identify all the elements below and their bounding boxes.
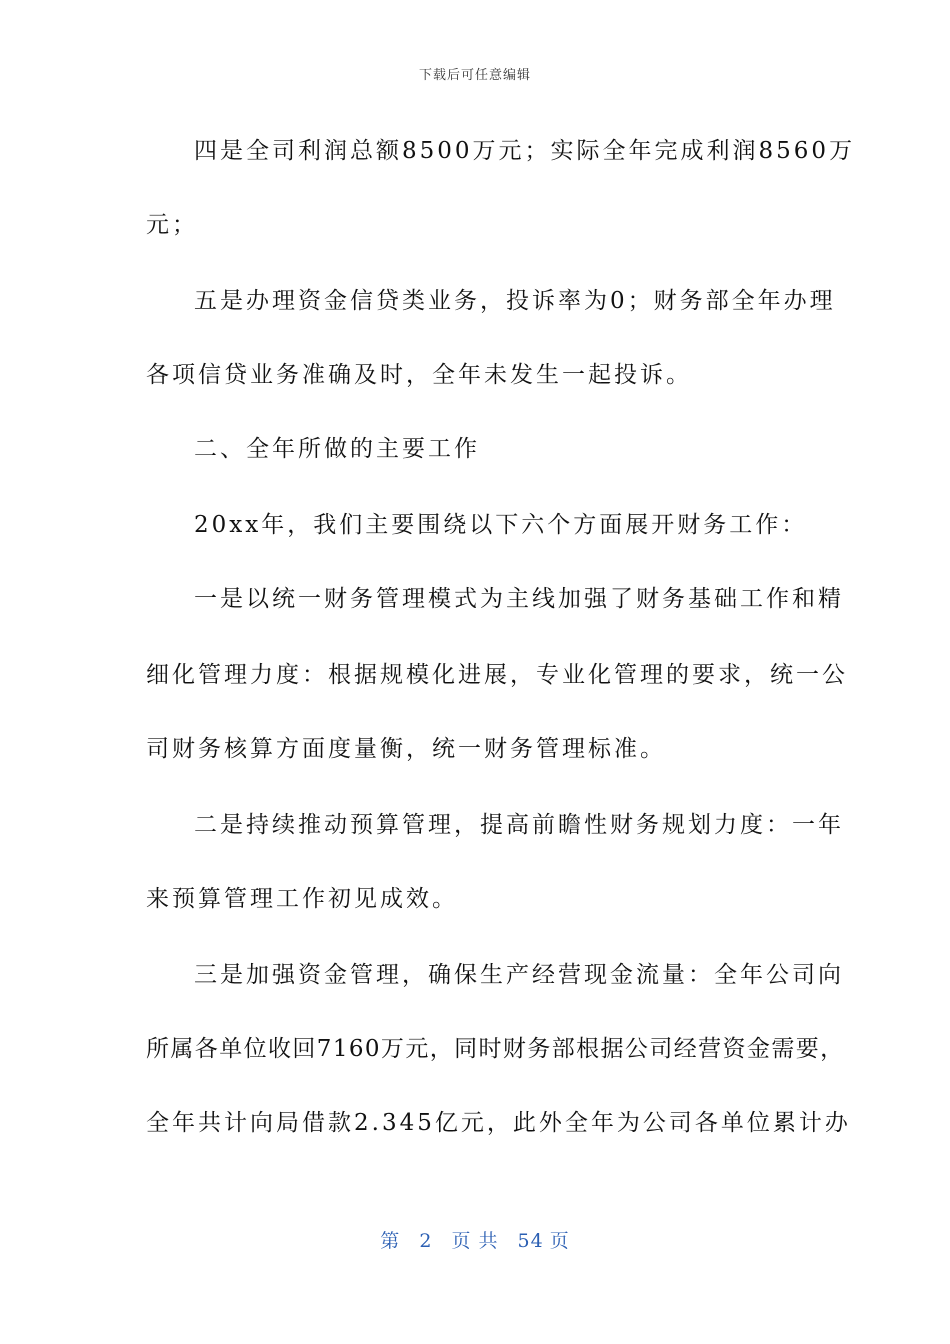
paragraph-line-3: 五是办理资金信贷类业务，投诉率为0；财务部全年办理 bbox=[194, 288, 836, 314]
paragraph-line-8: 细化管理力度：根据规模化进展，专业化管理的要求，统一公 bbox=[146, 662, 848, 688]
paragraph-line-2: 元； bbox=[146, 212, 198, 238]
page-header: 下载后可任意编辑 bbox=[418, 68, 531, 83]
paragraph-line-12: 三是加强资金管理，确保生产经营现金流量：全年公司向 bbox=[194, 962, 844, 988]
paragraph-line-9: 司财务核算方面度量衡，统一财务管理标准。 bbox=[146, 736, 666, 762]
footer-middle: 页 共 bbox=[451, 1230, 499, 1252]
footer-page-number: 2 bbox=[419, 1230, 433, 1252]
page-footer bbox=[0, 1226, 950, 1253]
paragraph-line-14: 全年共计向局借款2.345亿元，此外全年为公司各单位累计办 bbox=[146, 1110, 851, 1136]
footer-prefix: 第 bbox=[380, 1230, 401, 1252]
paragraph-line-10: 二是持续推动预算管理，提高前瞻性财务规划力度：一年 bbox=[194, 812, 844, 838]
section-heading: 二、全年所做的主要工作 bbox=[194, 436, 480, 462]
paragraph-line-11: 来预算管理工作初见成效。 bbox=[146, 886, 458, 912]
paragraph-line-4: 各项信贷业务准确及时，全年未发生一起投诉。 bbox=[146, 362, 692, 388]
paragraph-line-6: 20xx年，我们主要围绕以下六个方面展开财务工作： bbox=[194, 512, 808, 538]
footer-suffix: 页 bbox=[549, 1230, 570, 1252]
footer-total-pages: 54 bbox=[517, 1230, 544, 1252]
paragraph-line-13: 所属各单位收回7160万元，同时财务部根据公司经营资金需要， bbox=[146, 1036, 845, 1062]
paragraph-line-7: 一是以统一财务管理模式为主线加强了财务基础工作和精 bbox=[194, 586, 844, 612]
paragraph-line-1: 四是全司利润总额8500万元；实际全年完成利润8560万 bbox=[194, 138, 856, 164]
